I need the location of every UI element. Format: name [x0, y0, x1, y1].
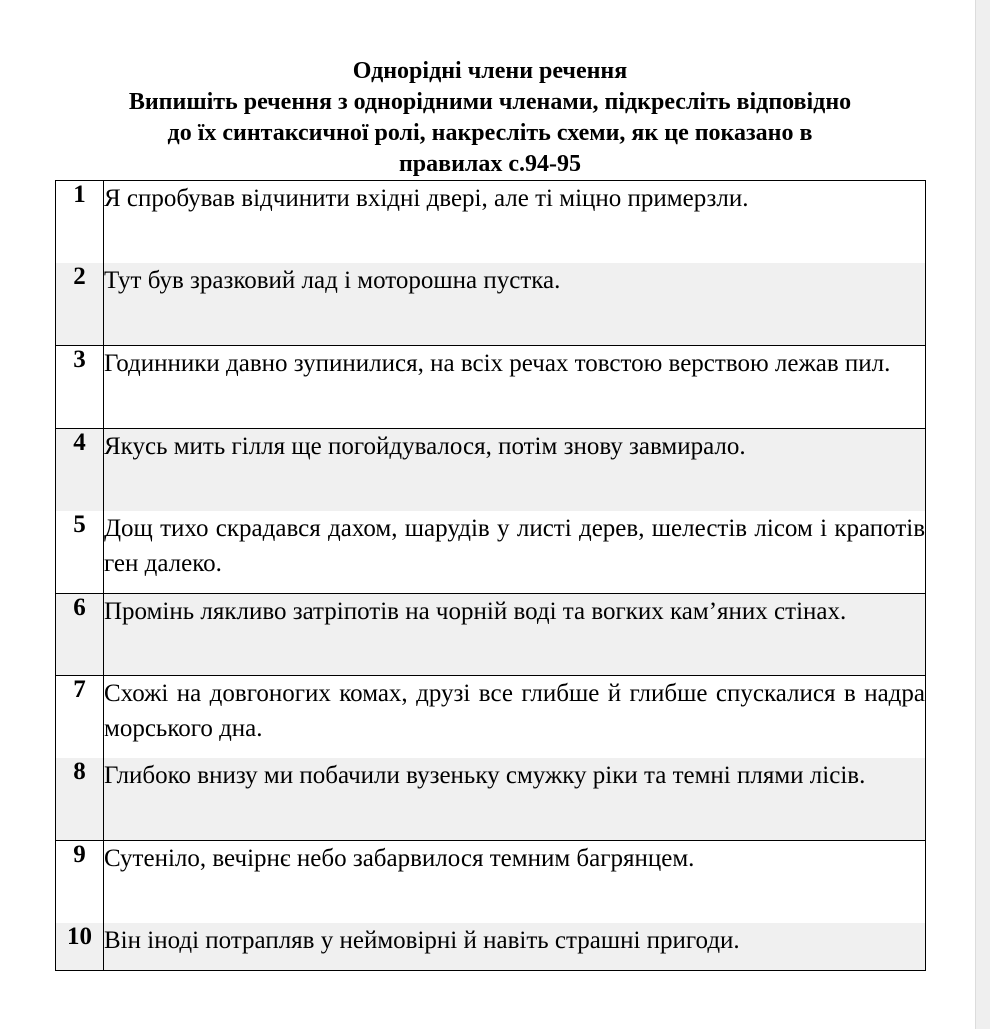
row-number: 10	[56, 923, 104, 970]
sentence-text: Глибоко внизу ми побачили вузеньку смужку ріки та темні плями лісів.	[104, 758, 926, 841]
table-row	[56, 263, 926, 346]
sentence-text: Дощ тихо скрадався дахом, шарудів у листі дерев, шелестів лісом і крапотів ген далеко.	[104, 511, 926, 594]
table-row	[56, 511, 926, 594]
row-number: 6	[56, 593, 104, 676]
sentence-text: Він іноді потрапляв у неймовірні й навіть страшні пригоди.	[104, 923, 926, 970]
worksheet-title: Однорідні члени речення	[352, 58, 628, 84]
row-number: 5	[56, 511, 104, 594]
sentence-text: Сутеніло, вечірнє небо забарвилося темним багрянцем.	[104, 841, 926, 924]
instruction-line-2: до їх синтаксичної ролі, накресліть схеми, як це показано в	[167, 120, 813, 146]
table-row	[56, 428, 926, 511]
row-number: 8	[56, 758, 104, 841]
sentence-text: Схожі на довгоногих комах, друзі все глибше й глибше спускалися в надра морського дна.	[104, 676, 926, 759]
table-row	[56, 923, 926, 970]
row-number: 4	[56, 428, 104, 511]
table-row	[56, 346, 926, 429]
sentence-text: Тут був зразковий лад і моторошна пустка.	[104, 263, 926, 346]
sentence-text: Якусь мить гілля ще погойдувалося, потім знову завмирало.	[104, 428, 926, 511]
row-number: 1	[56, 181, 104, 264]
instruction-line-1: Випишіть речення з однорідними членами, підкресліть відповідно	[128, 89, 852, 115]
table-row	[56, 841, 926, 924]
row-number: 7	[56, 676, 104, 759]
table-row	[56, 181, 926, 264]
table-row	[56, 758, 926, 841]
table-row	[56, 593, 926, 676]
worksheet-header	[0, 56, 980, 180]
sentence-text: Я спробував відчинити вхідні двері, але ті міцно примерзли.	[104, 181, 926, 264]
sentence-text: Годинники давно зупинилися, на всіх речах товстою верствою лежав пил.	[104, 346, 926, 429]
row-number: 2	[56, 263, 104, 346]
instruction-line-3: правилах с.94-95	[398, 151, 582, 177]
row-number: 3	[56, 346, 104, 429]
sentences-table	[55, 180, 926, 971]
sentence-text: Промінь лякливо затріпотів на чорній воді та вогких кам’яних стінах.	[104, 593, 926, 676]
row-number: 9	[56, 841, 104, 924]
table-row	[56, 676, 926, 759]
